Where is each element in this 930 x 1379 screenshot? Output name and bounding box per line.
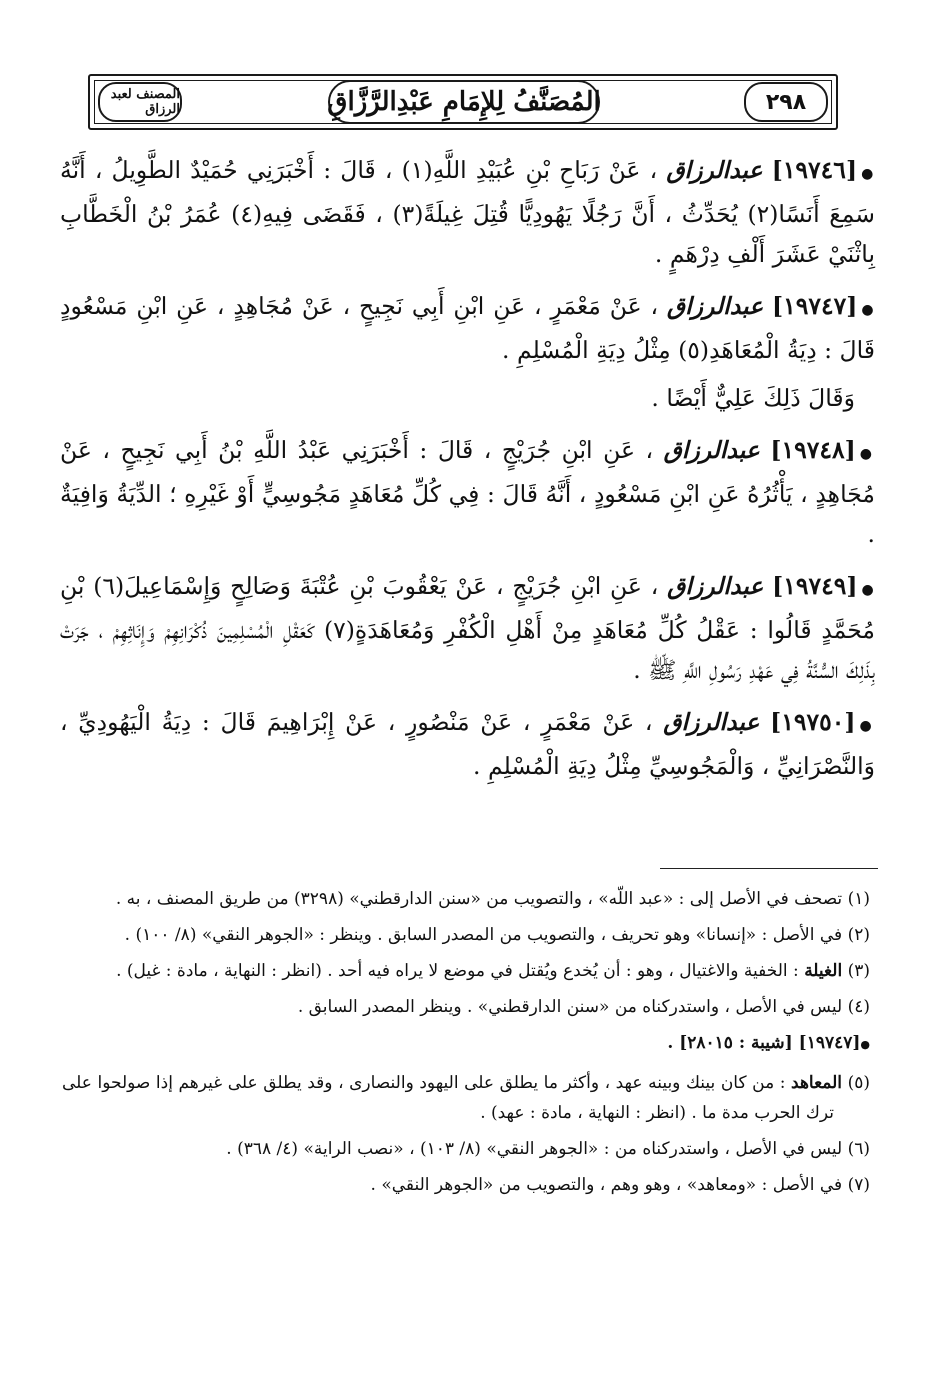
hadith-number: [١٩٧٥٠] [770, 708, 856, 736]
hadith-number: [١٩٧٤٨] [770, 436, 856, 464]
hadith-author: عبدالرزاق [663, 436, 760, 464]
hadith-text: ، عَنِ ابْنِ جُرَيْجٍ ، عَنْ يَعْقُوبَ بْنِ عُتْبَةَ وَصَالِحٍ وَإِسْمَاعِيلَ(٦) بْنِ مُحَمَّدٍ قَالُوا : عَقْلُ كُلِّ مُعَاهَدٍ مِنْ أَهْلِ الْكُفْرِ وَمُعَاهَدَةٍ(٧) كَعَقْلِ الْمُسْلِمِينَ ذُكْرَانِهِمْ وَإِنَاثِهِمْ ، جَرَتْ بِذَلِكَ السُّنَّةُ فِي عَهْدِ رَسُولِ اللَّهِ ﷺ . [60, 572, 875, 684]
footnote-text: : من كان بينك وبينه عهد ، وأكثر ما يطلق على اليهود والنصارى ، وقد يطلق على غيرهم إذا صولحوا على ترك الحرب مدة ما . (انظر : النهاية ، مادة : عهد) . [62, 1073, 834, 1123]
footnote-term: المعاهد [791, 1073, 843, 1093]
footnote-marker: (٢) [847, 925, 870, 945]
footnote-text: : الخفية والاغتيال ، وهو : أن يُخدع ويُقتل في موضع لا يراه فيه أحد . (انظر : النهاية ، مادة : غيل) . [116, 961, 799, 981]
hadith-author: عبدالرزاق [663, 708, 760, 736]
footnote [62, 884, 870, 914]
cross-reference [62, 1028, 870, 1060]
hadith-text: ، عَنْ مَعْمَرٍ ، عَنْ مَنْصُورٍ ، عَنْ إِبْرَاهِيمَ قَالَ : دِيَةُ الْيَهُودِيِّ ، وَالنَّصْرَانِيِّ ، وَالْمَجُوسِيِّ مِثْلُ دِيَةِ الْمُسْلِمِ . [60, 708, 875, 780]
footnote [62, 1170, 870, 1200]
bullet-icon: ● [860, 1038, 870, 1051]
header-ornament-text: المصنف لعبد الرزاق [110, 87, 180, 117]
footnote-text: ليس في الأصل ، واستدركناه من «سنن الدارقطني» . وينظر المصدر السابق . [297, 997, 843, 1017]
hadith-entry [60, 566, 875, 690]
hadith-author: عبدالرزاق [666, 156, 763, 184]
hadith-number: [١٩٧٤٧] [772, 292, 858, 320]
footnote-marker: (١) [847, 889, 870, 909]
footnote-marker: (٥) [847, 1073, 871, 1093]
hadith-entry [60, 430, 875, 554]
hadith-entry [60, 150, 875, 274]
hadith-author: عبدالرزاق [666, 292, 764, 320]
page-number: ٢٩٨ [744, 82, 828, 122]
footnote-divider [660, 868, 878, 869]
bullet-icon: ● [859, 718, 875, 734]
bullet-icon: ● [861, 582, 875, 598]
hadith-number: [١٩٧٤٦] [771, 156, 858, 184]
hadith-text: ، عَنِ ابْنِ جُرَيْجٍ ، قَالَ : أَخْبَرَنِي عَبْدُ اللَّهِ بْنُ أَبِي نَجِيحٍ ، عَنْ مُجَاهِدٍ ، يَأْثُرُهُ عَنِ ابْنِ مَسْعُودٍ ، أَنَّهُ قَالَ : فِي كُلِّ مُعَاهَدٍ مَجُوسِيٍّ أَوْ غَيْرِهِ ؛ الدِّيَةُ وَافِيَةٌ . [60, 436, 875, 548]
hadith-number: [١٩٧٤٩] [772, 572, 858, 600]
footnote [62, 1068, 870, 1128]
running-title: المُصَنَّفُ لِلإِمَامِ عَبْدِالرَّزَّاقِ [327, 87, 601, 117]
footnote-marker: (٤) [847, 997, 870, 1017]
footnotes [62, 884, 870, 1206]
header-ornament [98, 82, 182, 122]
footnote [62, 1134, 870, 1164]
hadith-entry [60, 286, 875, 370]
footnote-marker: (٦) [847, 1139, 870, 1159]
footnote-term: الغيلة [804, 961, 843, 981]
footnote-text: ليس في الأصل ، واستدركناه من : «الجوهر النقي» (٨/ ١٠٣) ، «نصب الراية» (٤/ ٣٦٨) . [226, 1139, 843, 1159]
hadith-text: ، عَنْ مَعْمَرٍ ، عَنِ ابْنِ أَبِي نَجِيحٍ ، عَنْ مُجَاهِدٍ ، عَنِ ابْنِ مَسْعُودٍ قَالَ : دِيَةُ الْمُعَاهَدِ(٥) مِثْلُ دِيَةِ الْمُسْلِمِ . [60, 292, 875, 364]
footnote [62, 920, 870, 950]
bullet-icon: ● [861, 166, 875, 182]
cross-reference-text: [١٩٧٤٧] [شيبة : ٢٨٠١٥] . [667, 1033, 861, 1053]
footnote-text: في الأصل : «إنسانا» وهو تحريف ، والتصويب من المصدر السابق . وينظر : «الجوهر النقي» (٨/ ١٠٠) . [124, 925, 843, 945]
footnote-marker: (٧) [847, 1175, 870, 1195]
main-text [60, 150, 875, 798]
footnote [62, 992, 870, 1022]
bullet-icon: ● [859, 446, 875, 462]
bullet-icon: ● [861, 302, 875, 318]
footnote-text: تصحف في الأصل إلى : «عبد اللّه» ، والتصويب من «سنن الدارقطني» (٣٢٩٨) من طريق المصنف ، به . [115, 889, 843, 909]
footnote-marker: (٣) [847, 961, 870, 981]
hadith-author: عبدالرزاق [667, 572, 764, 600]
hadith-text: ، عَنْ رَبَاحِ بْنِ عُبَيْدِ اللَّهِ(١) ، قَالَ : أَخْبَرَنِي حُمَيْدٌ الطَّوِيلُ ، أَنَّهُ سَمِعَ أَنَسًا(٢) يُحَدِّثُ ، أَنَّ رَجُلًا يَهُودِيًّا قُتِلَ غِيلَةً(٣) ، فَقَضَى فِيهِ(٤) عُمَرُ بْنُ الْخَطَّابِ بِاثْنَيْ عَشَرَ أَلْفِ دِرْهَمٍ . [60, 156, 875, 268]
footnote [62, 956, 870, 986]
footnote-text: في الأصل : «ومعاهد» ، وهو وهم ، والتصويب من «الجوهر النقي» . [370, 1175, 843, 1195]
hadith-addendum: وَقَالَ ذَلِكَ عَلِيٌّ أَيْضًا . [651, 384, 855, 412]
hadith-entry [60, 702, 875, 786]
page-header [88, 74, 840, 132]
